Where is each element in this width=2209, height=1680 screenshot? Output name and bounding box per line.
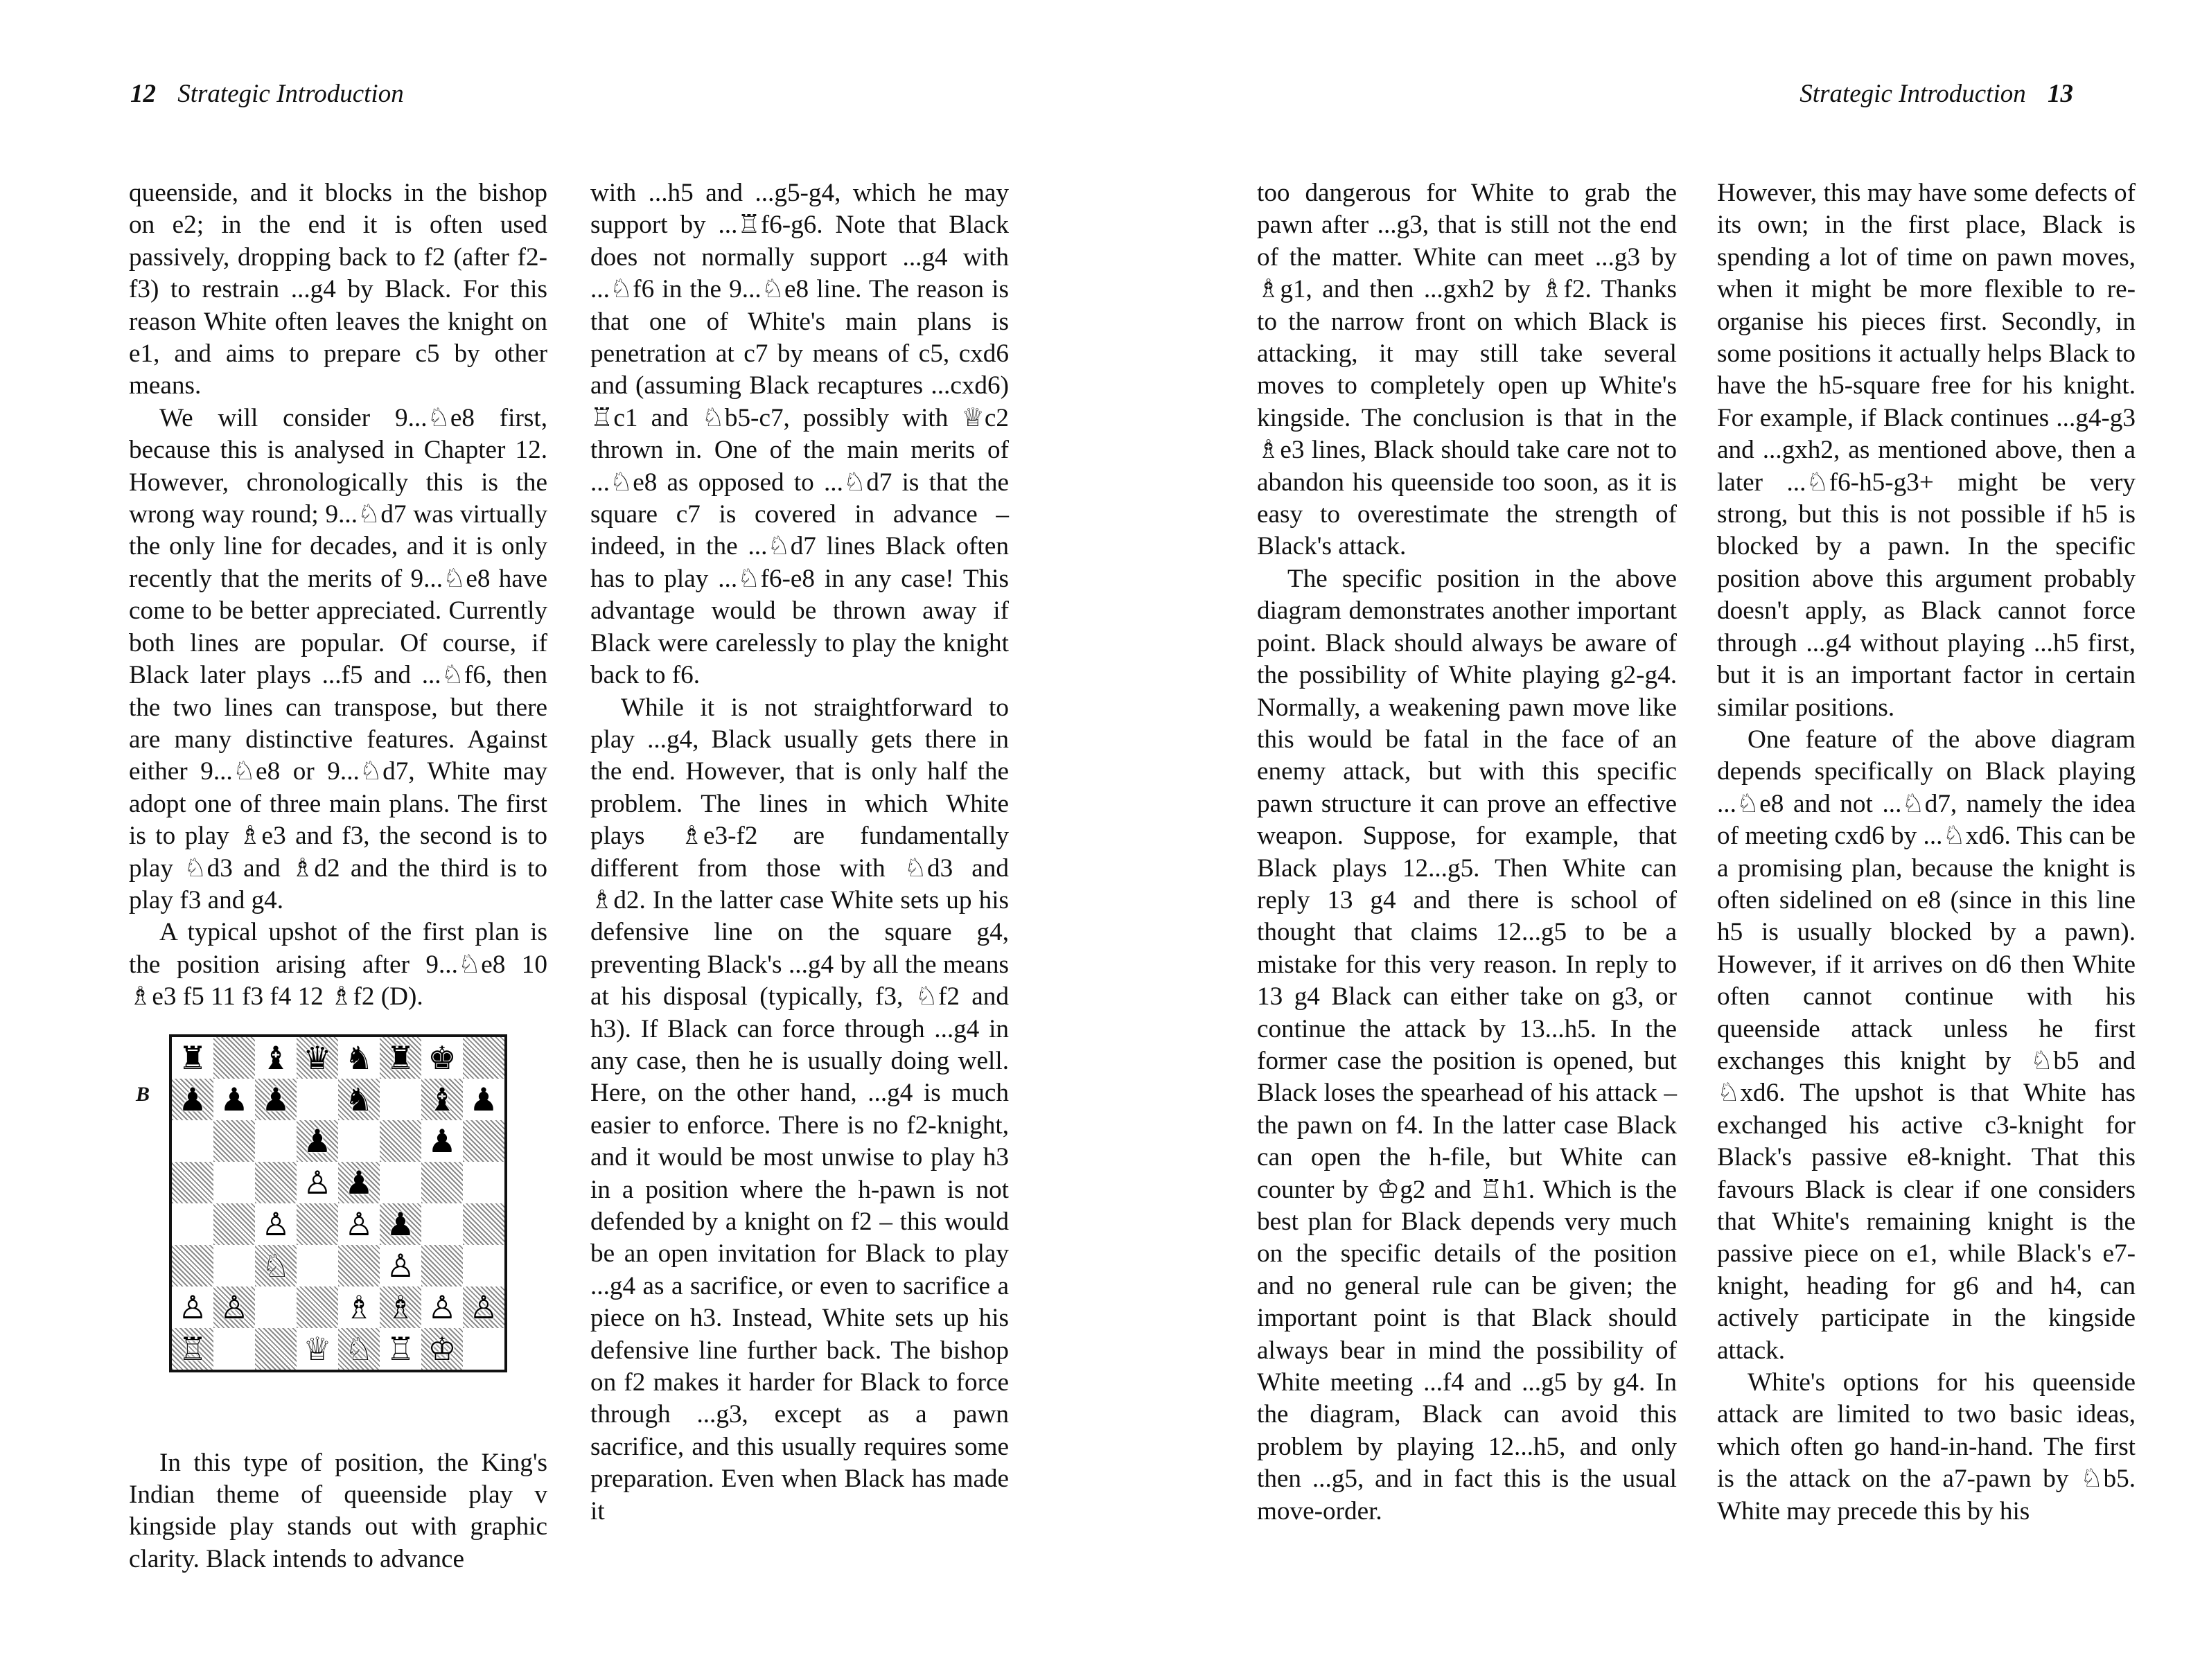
chess-piece-icon: ♟ <box>386 1205 415 1243</box>
chess-piece-icon: ♟ <box>344 1163 373 1201</box>
square-a8 <box>172 1037 213 1079</box>
chess-piece-icon: ♞ <box>344 1080 373 1118</box>
square-c4 <box>255 1203 297 1245</box>
square-e4 <box>338 1203 380 1245</box>
chess-piece-icon: ♔ <box>428 1329 457 1368</box>
square-g6 <box>421 1120 463 1162</box>
chess-piece-icon: ♖ <box>386 1329 415 1368</box>
square-b8 <box>213 1037 255 1079</box>
square-g3 <box>421 1245 463 1286</box>
square-g2 <box>421 1286 463 1328</box>
square-e2 <box>338 1286 380 1328</box>
square-c5 <box>255 1162 297 1203</box>
square-c3 <box>255 1245 297 1286</box>
square-b1 <box>213 1328 255 1370</box>
square-e7 <box>338 1079 380 1120</box>
chess-piece-icon: ♙ <box>386 1246 415 1284</box>
chess-board <box>169 1034 507 1372</box>
chess-piece-icon: ♞ <box>344 1038 373 1077</box>
square-c7 <box>255 1079 297 1120</box>
left-page-number: 12 <box>130 80 156 108</box>
square-a7 <box>172 1079 213 1120</box>
square-d8 <box>297 1037 338 1079</box>
chess-piece-icon: ♙ <box>344 1205 373 1243</box>
square-c8 <box>255 1037 297 1079</box>
square-d2 <box>297 1286 338 1328</box>
square-a4 <box>172 1203 213 1245</box>
chess-piece-icon: ♙ <box>261 1205 290 1243</box>
square-f2 <box>380 1286 421 1328</box>
square-g4 <box>421 1203 463 1245</box>
chess-piece-icon: ♗ <box>386 1288 415 1326</box>
right-page-number: 13 <box>2048 80 2073 108</box>
square-a2 <box>172 1286 213 1328</box>
paragraph: The specific position in the above diagram demonstrates another important point. Black should always be aware of the possibility of White playing g2-g4. Normally, a weakening pawn move like this would be fatal in the face of an enemy attack, but with this specific pawn structure it can prove an effective weapon. Suppose, for example, that Black plays 12...g5. Then White can reply 13 g4 and there is school of thought that claims 12...g5 to be a mistake for this very reason. In reply to 13 g4 Black can either take on g3, or continue the attack by 13...h5. In the former case the position is opened, but Black loses the spearhead of his attack – the pawn on f4. In the latter case Black can open the h-file, but White can counter by ♔g2 and ♖h1. Which is the best plan for Black depends very much on the specific details of the position and no general rule can be given; the important point is that Black should always bear in mind the possibility of White meeting ...f4 and ...g5 by g4. In the diagram, Black can avoid this problem by playing 12...h5, and only then ...g5, and in fact this is the usual move-order. <box>1257 564 1677 1526</box>
square-d3 <box>297 1245 338 1286</box>
square-d4 <box>297 1203 338 1245</box>
right-chapter-title: Strategic Introduction <box>1799 80 2026 108</box>
chess-piece-icon: ♟ <box>261 1080 290 1118</box>
chess-piece-icon: ♛ <box>303 1038 332 1077</box>
square-d1 <box>297 1328 338 1370</box>
square-f3 <box>380 1245 421 1286</box>
chess-piece-icon: ♗ <box>344 1288 373 1326</box>
chess-piece-icon: ♜ <box>386 1038 415 1077</box>
square-b2 <box>213 1286 255 1328</box>
paragraph: However, this may have some defects of its own; in the first place, Black is spending a lot of time on pawn moves, when it might be more flexible to re-organise his pieces first. Secondly, in some positions it actually helps Black to have the h5-square free for his knight. For example, if Black continues ...g4-g3 and ...gxh2, as mentioned above, then a later ...♘f6-h5-g3+ might be very strong, but this is not possible if h5 is blocked by a pawn. In the specific position above this argument probably doesn't apply, as Black cannot force through ...g4 without playing ...h5 first, but it is an important factor in certain similar positions. <box>1717 179 2136 722</box>
square-f8 <box>380 1037 421 1079</box>
left-page-column-1 <box>129 177 547 1575</box>
square-g5 <box>421 1162 463 1203</box>
chess-piece-icon: ♟ <box>428 1122 457 1160</box>
paragraph: While it is not straightforward to play ...g4, Black usually gets there in the end. However, that is only half the problem. The lines in which White plays ♗e3-f2 are fundamentally different from those with ♘d3 and ♗d2. In the latter case White sets up his defensive line on the square g4, preventing Black's ...g4 by all the means at his disposal (typically, f3, ♘f2 and h3). If Black can force through ...g4 in any case, then he is usually doing well. Here, on the other hand, ...g4 is much easier to enforce. There is no f2-knight, and it would be most unwise to play h3 in a position where the h-pawn is not defended by a knight on f2 – this would be an open invitation for Black to play ...g4 as a sacrifice, or even to sacrifice a piece on h3. Instead, White sets up his defensive line further back. The bishop on f2 makes it harder for Black to force through ...g3, except as a pawn sacrifice, and this usually requires some preparation. Even when Black has made it <box>590 693 1009 1526</box>
chess-piece-icon: ♙ <box>303 1163 332 1201</box>
square-e3 <box>338 1245 380 1286</box>
square-b5 <box>213 1162 255 1203</box>
square-g7 <box>421 1079 463 1120</box>
square-g8 <box>421 1037 463 1079</box>
square-d7 <box>297 1079 338 1120</box>
square-h4 <box>463 1203 504 1245</box>
chess-diagram <box>129 1025 547 1426</box>
square-c1 <box>255 1328 297 1370</box>
paragraph: In this type of position, the King's Indian theme of queenside play v kingside play stands out with graphic clarity. Black intends to advance <box>129 1448 547 1573</box>
square-d6 <box>297 1120 338 1162</box>
chess-piece-icon: ♙ <box>220 1288 249 1326</box>
square-h1 <box>463 1328 504 1370</box>
square-e6 <box>338 1120 380 1162</box>
paragraph: We will consider 9...♘e8 first, because this is analysed in Chapter 12. However, chronologically this is the wrong way round; 9...♘d7 was virtually the only line for decades, and it is only recently that the merits of 9...♘e8 have come to be better appreciated. Currently both lines are popular. Of course, if Black later plays ...f5 and ...♘f6, then the two lines can transpose, but there are many distinctive features. Against either 9...♘e8 or 9...♘d7, White may adopt one of three main plans. The first is to play ♗e3 and f3, the second is to play ♘d3 and ♗d2 and the third is to play f3 and g4. <box>129 403 547 914</box>
paragraph: queenside, and it blocks in the bishop on e2; in the end it is often used passively, dropping back to f2 (after f2-f3) to restrain ...g4 by Black. For this reason White often leaves the knight on e1, and aims to prepare c5 by other means. <box>129 179 547 400</box>
square-f6 <box>380 1120 421 1162</box>
square-a5 <box>172 1162 213 1203</box>
square-e8 <box>338 1037 380 1079</box>
chess-piece-icon: ♝ <box>261 1038 290 1077</box>
chess-piece-icon: ♟ <box>220 1080 249 1118</box>
square-g1 <box>421 1328 463 1370</box>
square-f7 <box>380 1079 421 1120</box>
square-h8 <box>463 1037 504 1079</box>
chess-piece-icon: ♜ <box>178 1038 207 1077</box>
square-d5 <box>297 1162 338 1203</box>
square-h2 <box>463 1286 504 1328</box>
square-h6 <box>463 1120 504 1162</box>
left-chapter-title: Strategic Introduction <box>177 80 404 108</box>
square-a6 <box>172 1120 213 1162</box>
square-b6 <box>213 1120 255 1162</box>
chess-piece-icon: ♝ <box>428 1080 457 1118</box>
right-page-column-2 <box>1717 177 2136 1528</box>
square-e1 <box>338 1328 380 1370</box>
paragraph: with ...h5 and ...g5-g4, which he may support by ...♖f6-g6. Note that Black does not normally support ...g4 with ...♘f6 in the 9...♘e8 line. The reason is that one of White's main plans is penetration at c7 by means of c5, cxd6 and (assuming Black recaptures ...cxd6) ♖c1 and ♘b5-c7, possibly with ♕c2 thrown in. One of the main merits of ...♘e8 as opposed to ...♘d7 is that the square c7 is covered in advance – indeed, in the ...♘d7 lines Black often has to play ...♘f6-e8 in any case! This advantage would be thrown away if Black were carelessly to play the knight back to f6. <box>590 179 1009 690</box>
square-f4 <box>380 1203 421 1245</box>
paragraph: White's options for his queenside attack are limited to two basic ideas, which often go hand-in-hand. The first is the attack on the a7-pawn by ♘b5. White may precede this by his <box>1717 1368 2136 1526</box>
chess-piece-icon: ♟ <box>303 1122 332 1160</box>
chess-piece-icon: ♙ <box>428 1288 457 1326</box>
chess-piece-icon: ♟ <box>178 1080 207 1118</box>
square-b3 <box>213 1245 255 1286</box>
left-running-head <box>130 78 404 111</box>
square-c6 <box>255 1120 297 1162</box>
chess-piece-icon: ♙ <box>178 1288 207 1326</box>
chess-piece-icon: ♕ <box>303 1329 332 1368</box>
square-h7 <box>463 1079 504 1120</box>
chess-piece-icon: ♘ <box>261 1246 290 1284</box>
square-h3 <box>463 1245 504 1286</box>
square-e5 <box>338 1162 380 1203</box>
square-a1 <box>172 1328 213 1370</box>
paragraph: A typical upshot of the first plan is the position arising after 9...♘e8 10 ♗e3 f5 11 f3 f4 12 ♗f2 (D). <box>129 918 547 1011</box>
square-a3 <box>172 1245 213 1286</box>
chess-piece-icon: ♟ <box>469 1080 498 1118</box>
chess-piece-icon: ♙ <box>469 1288 498 1326</box>
square-b7 <box>213 1079 255 1120</box>
side-to-move-marker: B <box>136 1082 150 1106</box>
right-page-column-1 <box>1257 177 1677 1528</box>
square-b4 <box>213 1203 255 1245</box>
chess-piece-icon: ♚ <box>428 1038 457 1077</box>
paragraph: One feature of the above diagram depends specifically on Black playing ...♘e8 and not ...♘d7, namely the idea of meeting cxd6 by ...♘xd6. This can be a promising plan, because the knight is often sidelined on e8 (since in this line h5 is usually blocked by a pawn). However, if it arrives on d6 then White often cannot continue with his queenside attack unless he first exchanges this knight by ♘b5 and ♘xd6. The upshot is that White has exchanged his active c3-knight for Black's passive e8-knight. That this favours Black is clear if one considers that White's remaining knight is the passive piece on e1, while Black's e7-knight, heading for g6 and h4, can actively participate in the kingside attack. <box>1717 725 2136 1365</box>
square-f1 <box>380 1328 421 1370</box>
square-f5 <box>380 1162 421 1203</box>
square-h5 <box>463 1162 504 1203</box>
paragraph: too dangerous for White to grab the pawn after ...g3, that is still not the end of the matter. White can meet ...g3 by ♗g1, and then ...gxh2 by ♗f2. Thanks to the narrow front on which Black is attacking, it may still take several moves to completely open up White's kingside. The conclusion is that in the ♗e3 lines, Black should take care not to abandon his queenside too soon, as it is easy to overestimate the strength of Black's attack. <box>1257 179 1677 561</box>
right-running-head <box>1799 78 2073 111</box>
square-c2 <box>255 1286 297 1328</box>
left-page-column-2 <box>590 177 1009 1528</box>
chess-piece-icon: ♘ <box>344 1329 373 1368</box>
chess-piece-icon: ♖ <box>178 1329 207 1368</box>
